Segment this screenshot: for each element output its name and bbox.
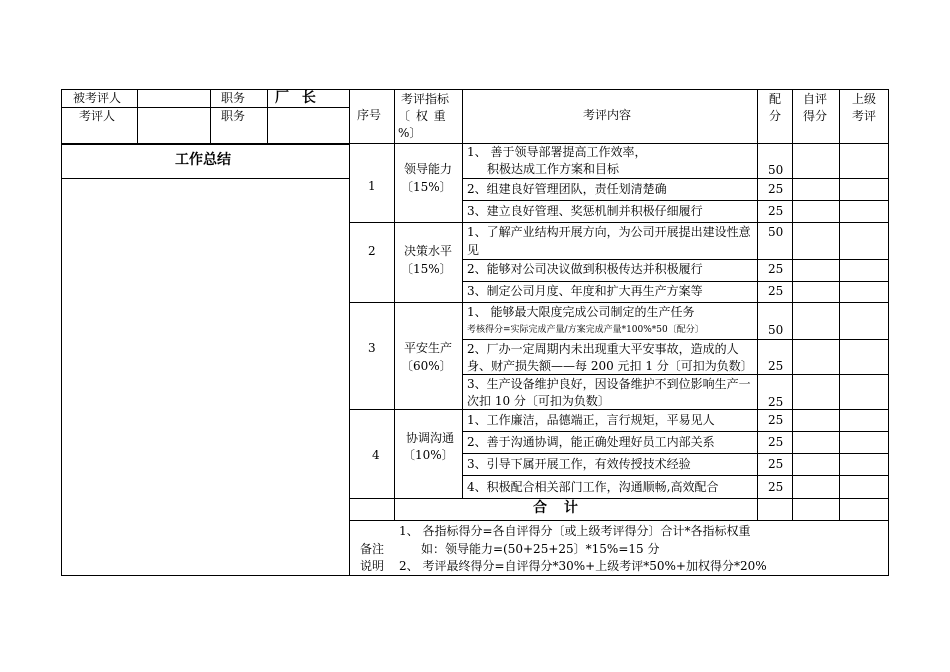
item-text: 2、能够对公司决议做到积极传达并积极履行 [467, 262, 703, 276]
rule [349, 498, 889, 499]
group-weight: 〔15%〕 [401, 180, 452, 194]
rule [462, 178, 889, 179]
rule [61, 144, 349, 145]
self-score-header: 自评 [803, 92, 828, 106]
border-right [888, 89, 889, 576]
content-header: 考评内容 [583, 108, 632, 122]
group-weight: 〔10%〕 [403, 448, 454, 462]
item-text: 3、生产设备维护良好，因设备维护不到位影响生产一 [467, 377, 751, 391]
group-indicator: 平安生产 [404, 341, 453, 355]
item-text: 积极达成工作方案和目标 [487, 162, 620, 176]
note-line: 如：领导能力=(50+25+25〕*15%=15 分 [421, 542, 660, 556]
item-text: 见 [467, 243, 480, 257]
seq-header: 序号 [357, 108, 382, 122]
item-text: 4、积极配合相关部门工作，沟通顺畅,高效配合 [467, 480, 719, 494]
rule [757, 89, 758, 520]
item-text: 身、财产损失额——每 200 元扣 1 分〔可扣为负数〕 [467, 359, 753, 373]
item-score: 25 [768, 480, 784, 494]
indicator-header-weight: 〔 权 重 [398, 109, 447, 123]
rule [792, 89, 793, 520]
position-value: 厂 长 [275, 90, 320, 106]
item-score: 25 [768, 435, 784, 449]
item-score: 25 [768, 395, 784, 409]
rule [462, 475, 889, 476]
rule [210, 89, 211, 143]
indicator-header-percent: %〕 [398, 126, 422, 140]
item-text: 次扣 10 分〔可扣为负数〕 [467, 394, 610, 408]
item-score: 25 [768, 182, 784, 196]
border-left [61, 89, 62, 576]
rule [349, 409, 889, 410]
position-label: 职务 [221, 109, 246, 123]
group-seq: 3 [368, 341, 376, 355]
item-score: 50 [768, 163, 784, 177]
rule [349, 302, 889, 303]
superior-score-header: 考评 [852, 109, 877, 123]
reviewee-label: 被考评人 [73, 91, 122, 105]
group-indicator: 协调沟通 [406, 431, 455, 445]
score-header: 配 [769, 92, 782, 106]
reviewer-label: 考评人 [79, 109, 116, 123]
total-label: 合 计 [533, 500, 584, 516]
item-score: 25 [768, 262, 784, 276]
group-weight: 〔60%〕 [401, 359, 452, 373]
item-text: 1、了解产业结构开展方向，为公司开展提出建设性意 [467, 225, 751, 239]
score-header: 分 [769, 109, 782, 123]
border-top [61, 89, 889, 90]
group-indicator: 领导能力 [404, 162, 453, 176]
item-score: 25 [768, 204, 784, 218]
item-text: 3、建立良好管理、奖惩机制并积极仔细履行 [467, 204, 703, 218]
note-line: 2、 考评最终得分=自评得分*30%+上级考评*50%+加权得分*20% [399, 559, 767, 573]
item-score: 25 [768, 413, 784, 427]
group-indicator: 决策水平 [404, 244, 453, 258]
superior-score-header: 上级 [852, 92, 877, 106]
position-label: 职务 [221, 91, 246, 105]
rule [462, 453, 889, 454]
rule [61, 178, 349, 179]
rule [462, 374, 889, 375]
item-text: 1、 能够最大限度完成公司制定的生产任务 [467, 305, 695, 319]
rule [394, 89, 395, 520]
notes-label: 备注 [360, 542, 385, 556]
item-text: 2、善于沟通协调，能正确处理好员工内部关系 [467, 435, 715, 449]
rule [462, 259, 889, 260]
item-text: 3、引导下属开展工作，有效传授技术经验 [467, 457, 691, 471]
self-score-header: 得分 [803, 109, 828, 123]
rule [349, 222, 889, 223]
rule [349, 89, 350, 576]
rule [462, 89, 463, 498]
group-seq: 2 [368, 244, 376, 258]
item-text: 2、厂办一定周期内未出现重大平安事故，造成的人 [467, 342, 739, 356]
rule [462, 200, 889, 201]
border-bottom [61, 575, 889, 576]
note-line: 1、 各指标得分=各自评得分〔或上级考评得分〕合计*各指标权重 [399, 524, 751, 538]
item-text: 3、制定公司月度、年度和扩大再生产方案等 [467, 284, 703, 298]
evaluation-form [61, 89, 889, 576]
item-text: 1、工作廉洁，品德端正，言行规矩，平易见人 [467, 413, 715, 427]
notes-label: 说明 [360, 559, 385, 573]
item-score: 50 [768, 225, 784, 239]
rule [137, 89, 138, 143]
item-score: 25 [768, 359, 784, 373]
item-score: 25 [768, 284, 784, 298]
rule [839, 89, 840, 520]
group-weight: 〔15%〕 [401, 262, 452, 276]
item-score: 50 [768, 323, 784, 337]
item-formula: 考核得分=实际完成产量/方案完成产量*100%*50〔配分〕 [467, 325, 704, 335]
rule [61, 107, 349, 108]
rule [349, 520, 889, 521]
group-seq: 1 [368, 179, 376, 193]
item-score: 25 [768, 457, 784, 471]
group-seq: 4 [372, 448, 380, 462]
rule [462, 431, 889, 432]
indicator-header: 考评指标 [401, 92, 450, 106]
rule [267, 89, 268, 143]
item-text: 2、组建良好管理团队，责任划清楚确 [467, 182, 667, 196]
item-text: 1、 善于领导部署提高工作效率， [467, 145, 647, 159]
rule [462, 339, 889, 340]
rule [462, 281, 889, 282]
work-summary-title: 工作总结 [175, 152, 231, 168]
